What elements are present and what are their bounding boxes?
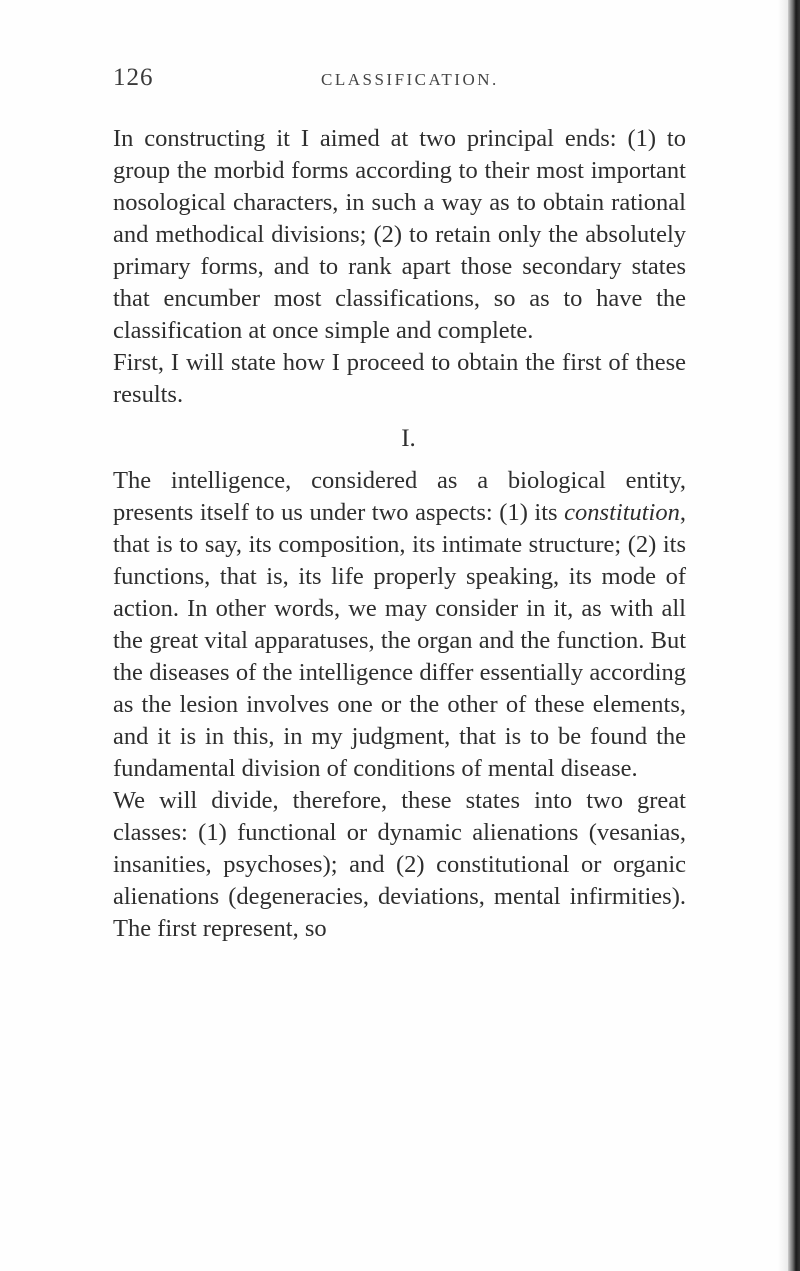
paragraph-classes: We will divide, therefore, these states into two great classes: (1) functional or dynamic alienations (vesanias, insanities, psychoses); and (2) constitutional or organic alienations (degeneracies, deviations, mental infirmities). The first represent, so (113, 787, 686, 942)
page-header (113, 64, 613, 104)
section-numeral: I. (401, 425, 416, 452)
paragraph-intelligence (113, 465, 686, 785)
scan-edge (788, 0, 800, 1271)
body-text (113, 123, 686, 945)
running-head: CLASSIFICATION. (321, 70, 499, 89)
page-number: 126 (113, 64, 154, 91)
paragraph-aims: In constructing it I aimed at two principal ends: (1) to group the morbid forms according to their most important nosological characters, in such a way as to obtain rational and methodical divisions; (2) to retain only the absolutely primary forms, and to rank apart those secondary states that encumber most classifications, so as to have the classification at once simple and complete. (113, 125, 686, 344)
italic-term: constitution (564, 499, 680, 526)
paragraph-first-result: First, I will state how I proceed to obtain the first of these results. (113, 349, 686, 408)
paragraph-intelligence-rest: , that is to say, its composition, its intimate structure; (2) its functions, that is, its life properly speaking, its mode of action. In other words, we may consider in it, as with all the great vital apparatuses, the organ and the function. But the diseases of the intelligence differ essentially according as the lesion involves one or the other of these elements, and it is in this, in my judgment, that is to be found the fundamental division of conditions of mental disease. (113, 499, 686, 782)
scan-shadow (778, 0, 788, 1271)
paragraph-intelligence-start: The intelligence, considered as a biological entity, presents itself to us under two aspects: (1) its (113, 467, 686, 526)
